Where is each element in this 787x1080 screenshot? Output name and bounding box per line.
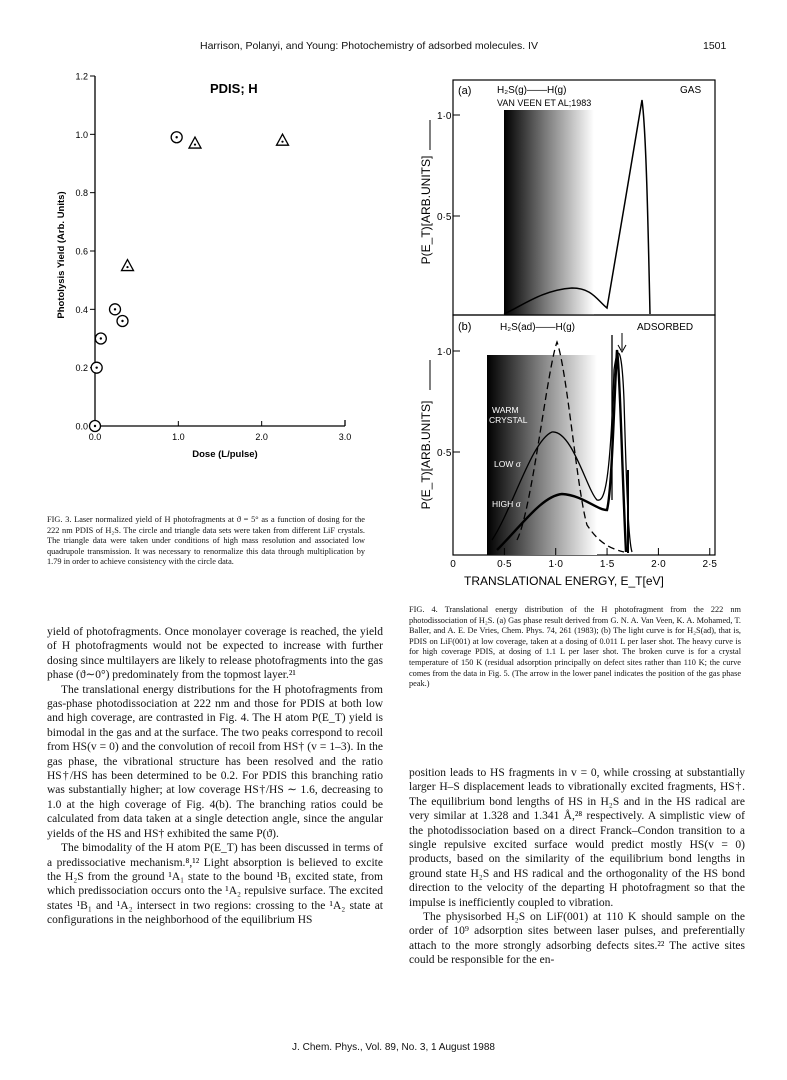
paragraph: The bimodality of the H atom P(E_T) has been discussed in terms of a predissociative mechanism.⁸,¹² Light absorption is believed to excite the H₂S from the ground ¹A₁ state to the bound ¹B₁ excited state, from which predissociation occurs onto the ¹A₂ repulsive surface. The excited states ¹B₁ and ¹A₂ intersect in two regions: crossing to the ¹A₂ state at configurations in the neighborhood of the equilibrium HS [47,842,383,927]
fig3-y-tick-label: 0.2 [75,363,88,374]
fig3-title: PDIS; H [210,81,258,96]
fig4-x-tick-label: 0 [450,559,456,570]
fig3-x-tick-label: 1.0 [172,432,185,442]
fig4-x-tick-label: 0·5 [497,559,512,570]
fig4a-ytick-1: 1·0 [437,111,452,122]
fig3-x-tick-label: 2.0 [255,432,268,442]
fig4b-y-axis-label: P(E_T)[ARB.UNITS] [419,400,433,510]
fig4-x-tick-label: 2·5 [702,559,717,570]
fig3-point-circle [117,316,128,327]
fig4b-ytick-1: 1·0 [437,347,452,358]
fig4b-phase: ADSORBED [637,322,694,333]
fig3-x-axis-label: Dose (L/pulse) [192,449,258,460]
fig4b-warm-label: WARM [492,405,519,415]
fig4a-y-axis-label: P(E_T)[ARB.UNITS] [419,155,433,265]
fig4-caption: FIG. 4. Translational energy distribution of the H photofragment from the 222 nm photodissociation of H₂S. (a) Gas phase result derived from G. N. A. Van Veen, K. A. Mohamed, T. Baller, and A. E. De Vries, Chem. Phys. 74, 261 (1983); (b) The light curve is for H₂S(ad), that is, PDIS on LiF(001) at low coverage, taken at a dosing of 0.011 L per laser shot. The heavy curve is for high coverage PDIS, at dosing of 1.1 L per laser shot. The broken curve is for a crystal temperature of 150 K (residual adsorption principally on defect sites rather than 110 K; the curve comes from the data in Fig. 5. (The arrow in the lower panel indicates the position of the gas phase peak.) [409,605,741,689]
fig3-chart [40,70,370,490]
fig4b-reaction: H₂S(ad)——H(g) [500,322,575,333]
fig4-x-axis-label: TRANSLATIONAL ENERGY, E_T[eV] [464,574,664,588]
paragraph: yield of photofragments. Once monolayer coverage is reached, the yield of H photofragments would not be expected to increase with further dosing since multilayers are likely to release photofragments into the gas phase (ϑ∼0°) predominately from the topmost layer.²¹ [47,626,383,682]
fig3-y-tick-label: 0.4 [75,304,88,315]
fig3-point-triangle [122,260,134,271]
fig4b-tag: (b) [458,321,472,333]
fig4-x-tick-label: 2·0 [651,559,666,570]
fig3-y-tick-label: 0.0 [75,421,88,432]
paragraph: position leads to HS fragments in v = 0, while crossing at substantially larger H–S displacement leads to vibrationally excited fragments, HS†. The equilibrium bond lengths of HS in H₂S and in the HS radical are very similar at 1.328 and 1.341 Å,²⁸ respectively. A simplistic view of the photodissociation based on a direct Franck–Condon transition to a single repulsive excited surface would predict mostly HS(v = 0) products, based on the similarity of the equilibrium bond lengths in ground state H₂S and HS radical and the orthogonality of the HS bond direction to the velocity of the departing H photofragment so that the impulse is inefficiently coupled to vibration. [409,767,745,909]
journal-footer: J. Chem. Phys., Vol. 89, No. 3, 1 August 1988 [292,1042,495,1053]
fig3-point-circle [110,304,121,315]
fig4a-ref: VAN VEEN ET AL;1983 [497,98,592,108]
fig3-point-circle [91,362,102,373]
fig4a-phase: GAS [680,85,702,96]
fig3-point-circle [171,132,182,143]
fig3-y-axis-label: Photolysis Yield (Arb. Units) [56,191,67,319]
fig3-y-tick-label: 0.6 [75,246,88,257]
fig4-x-tick-label: 1·5 [599,559,615,570]
fig3-point-circle [90,421,101,432]
fig4a-ytick-05: 0·5 [437,212,452,223]
body-column-right [409,766,745,968]
fig3-point-triangle [277,134,289,145]
fig4a-shade [504,110,594,315]
fig3-point-circle [95,333,106,344]
fig3-y-tick-label: 1.0 [75,129,88,140]
page-number: 1501 [703,40,727,52]
fig4b-shade [487,355,597,555]
fig4-x-tick-label: 1·0 [548,559,563,570]
fig3-caption: FIG. 3. Laser normalized yield of H photofragments at ϑ = 5° as a function of dosing for the 222 nm PDIS of H₂S. The circle and triangle data sets were taken from different LiF crystals. The triangle data were taken under conditions of high mass resolution and associated low quadrupole transmission. It was necessary to renormalize this data through multiplication by 1.79 in order to achieve consistency with the circle data. [47,515,365,567]
fig3-x-tick-label: 3.0 [338,432,352,442]
body-column-left [47,625,383,928]
fig4b-crystal-label: CRYSTAL [489,415,528,425]
fig3-x-tick-label: 0.0 [88,432,102,442]
fig3-y-tick-label: 0.8 [75,188,88,199]
fig4b-ytick-05: 0·5 [437,448,452,459]
fig4b-high-label: HIGH σ [492,499,521,509]
running-title: Harrison, Polanyi, and Young: Photochemistry of adsorbed molecules. IV [200,40,538,52]
fig4a-tag: (a) [458,85,472,97]
fig4-chart [392,70,772,590]
fig3-axes [95,76,345,426]
fig3-y-tick-label: 1.2 [75,71,88,82]
fig3-point-triangle [189,137,201,148]
fig4a-reaction: H₂S(g)——H(g) [497,85,567,96]
paragraph: The translational energy distributions for the H photofragments from gas-phase photodissociation at 222 nm and those for PDIS at both low and high coverage, are contrasted in Fig. 4. The H atom P(E_T) yield is bimodal in the gas and at the surface. The two peaks correspond to recoil from HS(v = 0) and the convolution of recoil from HS† (v = 1–3). In the gas phase, the vibrational structure has been resolved and the ratio HS†/HS has been determined to be 0.2. For PDIS this branching ratio was substantially higher; at low coverage HS†/HS ∼ 1.6, decreasing to 1.0 at the high coverage of Fig. 4(b). The branching ratios could be calculated from data taken at a single detection angle, since the angular yields of the HS and HS† exhibited the same P(ϑ). [47,683,383,840]
paragraph: The physisorbed H₂S on LiF(001) at 110 K should sample on the order of 10⁹ adsorption sites between laser pulses, and preferentially attach to the more strongly adsorbing defects sites.²² The active sites could be responsible for the en- [409,911,745,967]
fig4b-low-label: LOW σ [494,459,521,469]
